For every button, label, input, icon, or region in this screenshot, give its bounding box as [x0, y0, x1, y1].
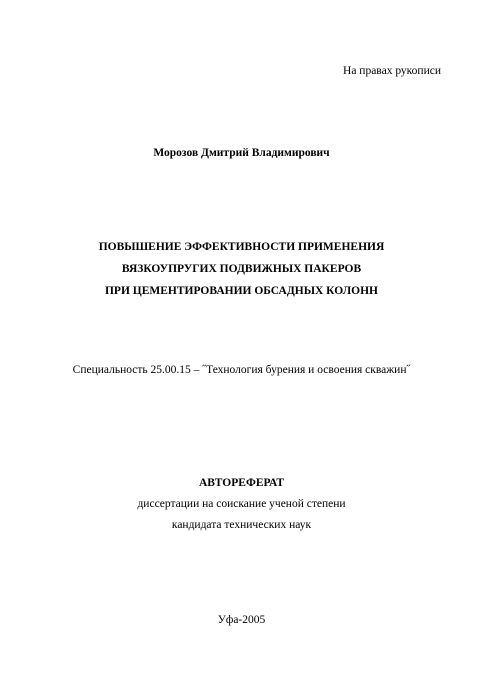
- place-year: Уфа-2005: [217, 614, 266, 626]
- abstract-degree-field: кандидата технических наук: [171, 519, 312, 531]
- author-name: Морозов Дмитрий Владимирович: [153, 147, 330, 159]
- title-line-1: ПОВЫШЕНИЕ ЭФФЕКТИВНОСТИ ПРИМЕНЕНИЯ: [98, 241, 385, 253]
- abstract-heading: АВТОРЕФЕРАТ: [198, 477, 285, 489]
- specialty-line: Специальность 25.00.15 – ˝Технология бурения и освоения скважин˝: [72, 364, 411, 376]
- abstract-degree-line: диссертации на соискание ученой степени: [137, 498, 346, 510]
- title-line-3: ПРИ ЦЕМЕНТИРОВАНИИ ОБСАДНЫХ КОЛОНН: [104, 285, 379, 297]
- title-line-2: ВЯЗКОУПРУГИХ ПОДВИЖНЫХ ПАКЕРОВ: [121, 263, 362, 275]
- manuscript-rights-note: На правах рукописи: [343, 65, 441, 77]
